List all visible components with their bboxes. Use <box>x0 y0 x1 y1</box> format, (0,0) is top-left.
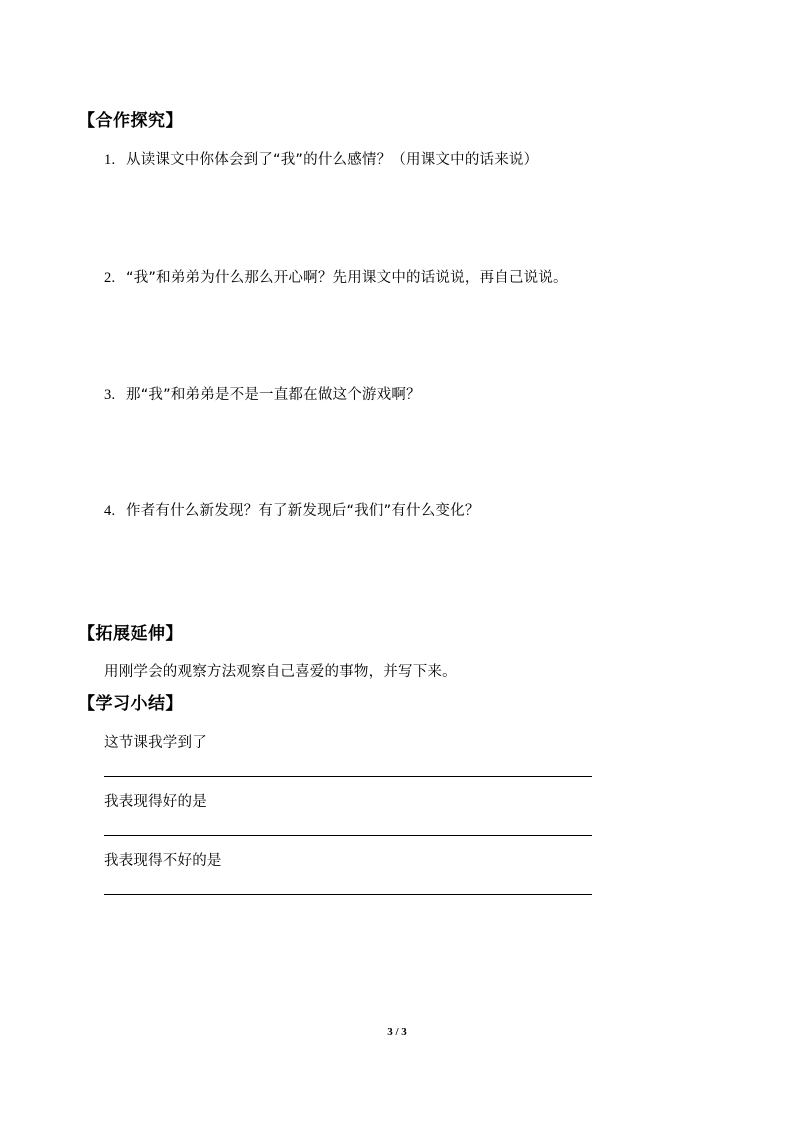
question-3 <box>104 383 421 404</box>
section-heading-summary: 【学习小结】 <box>78 694 183 714</box>
answer-line-did-well[interactable] <box>104 835 592 836</box>
answer-line-did-poorly[interactable] <box>104 894 592 895</box>
question-number: 2. <box>104 270 116 286</box>
question-1 <box>104 148 538 169</box>
page-number: 3 / 3 <box>387 1026 407 1038</box>
question-text: 作者有什么新发现？有了新发现后“我们”有什么变化？ <box>126 503 480 519</box>
question-number: 4. <box>104 503 116 519</box>
summary-prompt-did-poorly: 我表现得不好的是 <box>104 853 222 869</box>
summary-prompt-did-well: 我表现得好的是 <box>104 794 207 810</box>
question-number: 3. <box>104 387 116 403</box>
summary-prompt-learned: 这节课我学到了 <box>104 735 207 751</box>
section-heading-cooperation: 【合作探究】 <box>78 111 183 131</box>
question-text: 那“我”和弟弟是不是一直都在做这个游戏啊？ <box>126 387 421 403</box>
question-text: 从读课文中你体会到了“我”的什么感情？（用课文中的话来说） <box>126 152 539 168</box>
section-heading-extension: 【拓展延伸】 <box>78 624 183 644</box>
extension-text: 用刚学会的观察方法观察自己喜爱的事物，并写下来。 <box>104 664 457 680</box>
answer-line-learned[interactable] <box>104 776 592 777</box>
question-text: “我”和弟弟为什么那么开心啊？先用课文中的话说说，再自己说说。 <box>126 270 568 286</box>
question-2 <box>104 266 568 287</box>
question-4 <box>104 499 480 520</box>
question-number: 1. <box>104 152 116 168</box>
